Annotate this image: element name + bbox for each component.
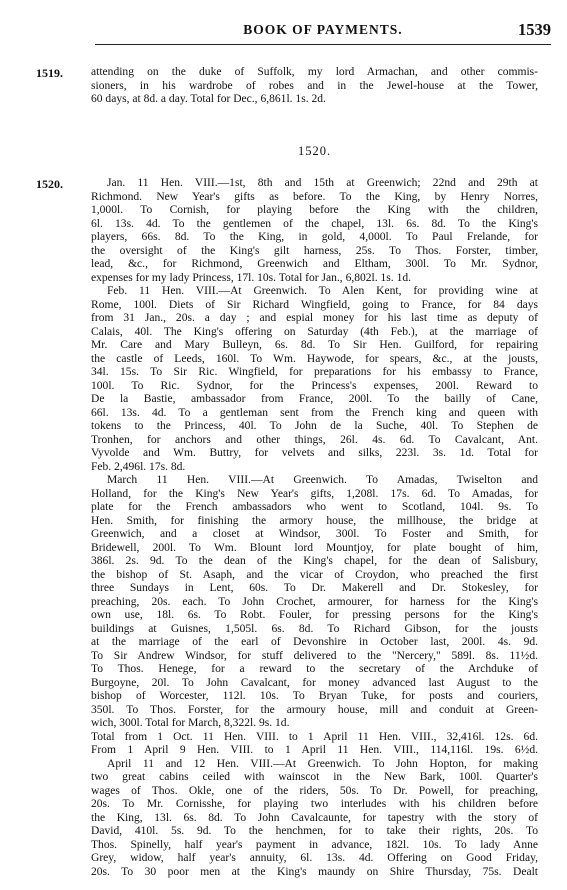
text-line: Bridewell, 200l. To Wm. Blount lord Mountjoy, for plate bought of him,: [91, 541, 538, 554]
text-line: players, 66s. 8d. To the King, in gold, 4,000l. To Paul Frelande, for: [91, 231, 538, 243]
text-line: expenses for my lady Princess, 17l. 10s. Total for Jan., 6,802l. 1s. 1d.: [91, 271, 412, 284]
text-line: the bishop of St. Asaph, and the vicar of Croydon, who preached the first: [91, 568, 538, 581]
text-line: 20s. To Mr. Cornisshe, for playing two interludes with his children before: [91, 798, 538, 810]
paragraph-february: [91, 285, 538, 474]
text-line: Total from 1 Oct. 11 Hen. VIII. to 1 April 11 Hen. VIII., 32,416l. 12s. 6d.: [91, 730, 538, 743]
text-line: from 31 Jan., 20s. a day ; and espial money for his last time as deputy of: [91, 312, 538, 324]
margin-year-1519: 1519.: [36, 66, 63, 80]
text-line: sioners, in his wardrobe of robes and in the Jewel-house at the Tower,: [91, 79, 538, 92]
text-line: To Thos. Henege, for a reward to the secretary of the Archduke of: [91, 663, 538, 675]
text-line: Hen. Smith, for finishing the armory house, the millhouse, the bridge at: [91, 514, 538, 527]
text-line: De la Bastie, ambassador from France, 200l. To the bailly of Cane,: [91, 393, 538, 405]
text-line: 1,000l. To Cornish, for playing before the King with the children,: [91, 204, 538, 216]
margin-year-1520: 1520.: [36, 177, 63, 191]
text-line: Richmond. New Year's gifts as before. To the King, by Henry Norres,: [91, 190, 538, 203]
text-line: wich, 300l. Total for March, 8,322l. 9s. 1d.: [91, 717, 290, 729]
text-line: Jan. 11 Hen. VIII.—1st, 8th and 15th at Greenwich; 22nd and 29th at: [107, 177, 538, 189]
text-line: 66l. 13s. 4d. To a gentleman sent from the French king and queen with: [91, 406, 538, 419]
text-line: Burgoyne, 20l. To John Cavalcant, for money advanced last August to the: [91, 676, 538, 689]
text-line: Greenwich, and a closet at Windsor, 300l. To Foster and Smith, for: [91, 528, 538, 540]
running-title: BOOK OF PAYMENTS.: [243, 22, 403, 37]
paragraph-totals: [91, 731, 538, 758]
text-line: 386l. 2s. 9d. To the dean of the King's chapel, for the dean of Salisbury,: [91, 555, 538, 567]
text-line: buildings at Guisnes, 1,505l. 6s. 8d. To Richard Gibson, for the jousts: [91, 622, 538, 635]
text-line: own use, 18l. 6s. To Robt. Fouler, for pressing persons for the King's: [91, 609, 538, 621]
text-line: attending on the duke of Suffolk, my lord Armachan, and other commis-: [91, 66, 538, 78]
text-line: Vyvolde and Wm. Buttry, for velvets and silks, 223l. 3s. 1d. Total for: [91, 447, 538, 459]
text-line: April 11 and 12 Hen. VIII.—At Greenwich. To John Hopton, for making: [107, 757, 538, 770]
text-line: Calais, 40l. The King's offering on Saturday (4th Feb.), at the marriage of: [91, 325, 538, 338]
entry-1519-continuation: [91, 66, 538, 107]
page-number: 1539: [518, 20, 551, 39]
year-heading: 1520.: [297, 144, 332, 158]
text-line: Mr. Care and Mary Bulleyn, 6s. 8d. To Sir Hen. Guilford, for repairing: [91, 339, 538, 351]
text-line: two great cabins ceiled with wainscot in the New Bark, 100l. Quarter's: [91, 771, 538, 783]
text-line: David, 410l. 5s. 9d. To the henchmen, for to take their rights, 20s. To: [91, 825, 538, 837]
text-line: three Sundays in Lent, 60s. To Dr. Makerell and Dr. Stokesley, for: [91, 582, 538, 594]
text-line: March 11 Hen. VIII.—At Greenwich. To Amadas, Twiselton and: [107, 474, 538, 486]
text-line: Thos. Spinelly, half year's payment in advance, 182l. 10s. To lady Anne: [91, 838, 538, 851]
text-line: 34l. 15s. To Sir Ric. Wingfield, for preparations for his embassy to France,: [91, 366, 538, 378]
text-line: the King, 13l. 6s. 8d. To John Cavalcaunte, for tapestry with the story of: [91, 811, 538, 824]
text-line: Tronhen, for anchors and other things, 26l. 4s. 6d. To Cavalcant, Ant.: [91, 433, 538, 446]
text-line: lead, &c., for Richmond, Greenwich and Eltham, 300l. To Mr. Sydnor,: [91, 258, 538, 270]
text-line: at the marriage of the earl of Devonshire in October last, 200l. 4s. 9d.: [91, 636, 538, 648]
text-line: preaching, 20s. each. To John Crochet, armourer, for harness for the King's: [91, 595, 538, 608]
text-line: 20s. To 30 poor men at the King's maundy on Shire Thursday, 75s. Dealt: [91, 865, 538, 878]
paragraph-march: [91, 474, 538, 731]
text-line: bishop of Worcester, 112l. 10s. To Bryan Tuke, for posts and couriers,: [91, 690, 538, 702]
text-line: wages of Thos. Okle, one of the riders, 50s. To Dr. Powell, for preaching,: [91, 784, 538, 797]
text-line: Rome, 100l. Diets of Sir Richard Wingfield, going to France, for 84 days: [91, 298, 538, 311]
text-line: From 1 April 9 Hen. VIII. to 1 April 11 Hen. VIII., 114,116l. 19s. 6½d.: [91, 744, 538, 756]
page-header: [95, 22, 551, 42]
text-line: tokens to the Princess, 40l. To John de la Suche, 40l. To Stephen de: [91, 420, 538, 432]
text-line: the castle of Leeds, 160l. To Wm. Haywode, for spears, &c., at the jousts,: [91, 352, 538, 365]
text-line: Holland, for the King's New Year's gifts, 1,208l. 17s. 6d. To Amadas, for: [91, 487, 538, 500]
header-rule: [95, 44, 551, 45]
text-line: 100l. To Ric. Sydnor, for the Princess's expenses, 200l. Reward to: [91, 379, 538, 392]
text-line: Grey, widow, half year's annuity, 6l. 13s. 4d. Offering on Good Friday,: [91, 852, 538, 864]
paragraph-april: [91, 758, 538, 880]
text-line: 350l. To Thos. Forster, for the armoury house, mill and conduit at Green-: [91, 703, 538, 716]
text-line: the oversight of the King's gilt harness, 25s. To Thos. Forster, timber,: [91, 244, 538, 257]
text-line: 6l. 13s. 4d. To the gentlemen of the chapel, 13l. 6s. 8d. To the King's: [91, 217, 538, 230]
text-line: Feb. 11 Hen. VIII.—At Greenwich. To Alen Kent, for providing wine at: [107, 285, 538, 297]
entries-1520: [91, 177, 538, 879]
paragraph-january: [91, 177, 538, 285]
text-line: To Sir Andrew Windsor, for stuff delivered to the "Nercery," 589l. 8s. 11½d.: [91, 649, 538, 662]
text-line: Feb. 2,496l. 17s. 8d.: [91, 460, 186, 473]
text-line: 60 days, at 8d. a day. Total for Dec., 6,861l. 1s. 2d.: [91, 93, 326, 105]
text-line: plate for the French ambassadors who went to Scotland, 104l. 9s. To: [91, 501, 538, 513]
